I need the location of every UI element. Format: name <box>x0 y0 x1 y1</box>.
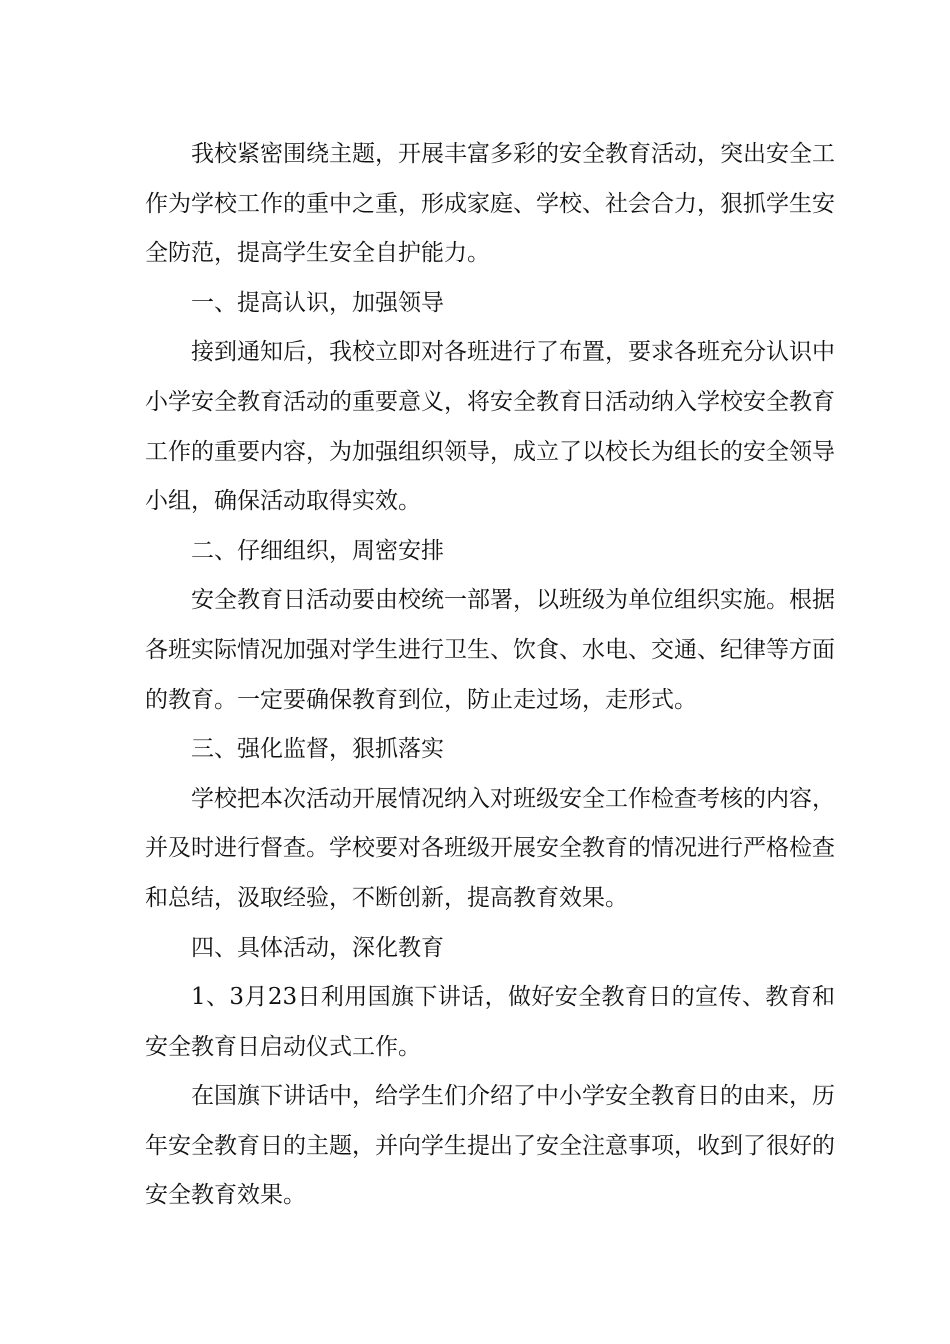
section-heading-4: 四、具体活动，深化教育 <box>191 934 444 961</box>
activity-item-1: 1、3月23日利用国旗下讲话，做好安全教育日的宣传、教育和安全教育日启动仪式工作。 <box>145 984 835 1060</box>
section-2-paragraph: 安全教育日活动要由校统一部署，以班级为单位组织实施。根据各班实际情况加强对学生进行卫生、饮食、水电、交通、纪律等方面的教育。一定要确保教育到位，防止走过场，走形式。 <box>145 587 835 713</box>
section-heading-2: 二、仔细组织，周密安排 <box>191 537 444 564</box>
section-heading-3: 三、强化监督，狠抓落实 <box>191 736 444 763</box>
intro-paragraph: 我校紧密围绕主题，开展丰富多彩的安全教育活动，突出安全工作为学校工作的重中之重，形成家庭、学校、社会合力，狠抓学生安全防范，提高学生安全自护能力。 <box>145 141 835 267</box>
document-body <box>145 130 835 1221</box>
section-3-paragraph: 学校把本次活动开展情况纳入对班级安全工作检查考核的内容，并及时进行督查。学校要对各班级开展安全教育的情况进行严格检查和总结，汲取经验，不断创新，提高教育效果。 <box>145 785 835 911</box>
activity-detail-paragraph: 在国旗下讲话中，给学生们介绍了中小学安全教育日的由来，历年安全教育日的主题，并向学生提出了安全注意事项，收到了很好的安全教育效果。 <box>145 1083 835 1209</box>
section-heading-1: 一、提高认识，加强领导 <box>191 289 444 316</box>
section-1-paragraph: 接到通知后，我校立即对各班进行了布置，要求各班充分认识中小学安全教育活动的重要意义，将安全教育日活动纳入学校安全教育工作的重要内容，为加强组织领导，成立了以校长为组长的安全领导小组，确保活动取得实效。 <box>145 339 835 515</box>
